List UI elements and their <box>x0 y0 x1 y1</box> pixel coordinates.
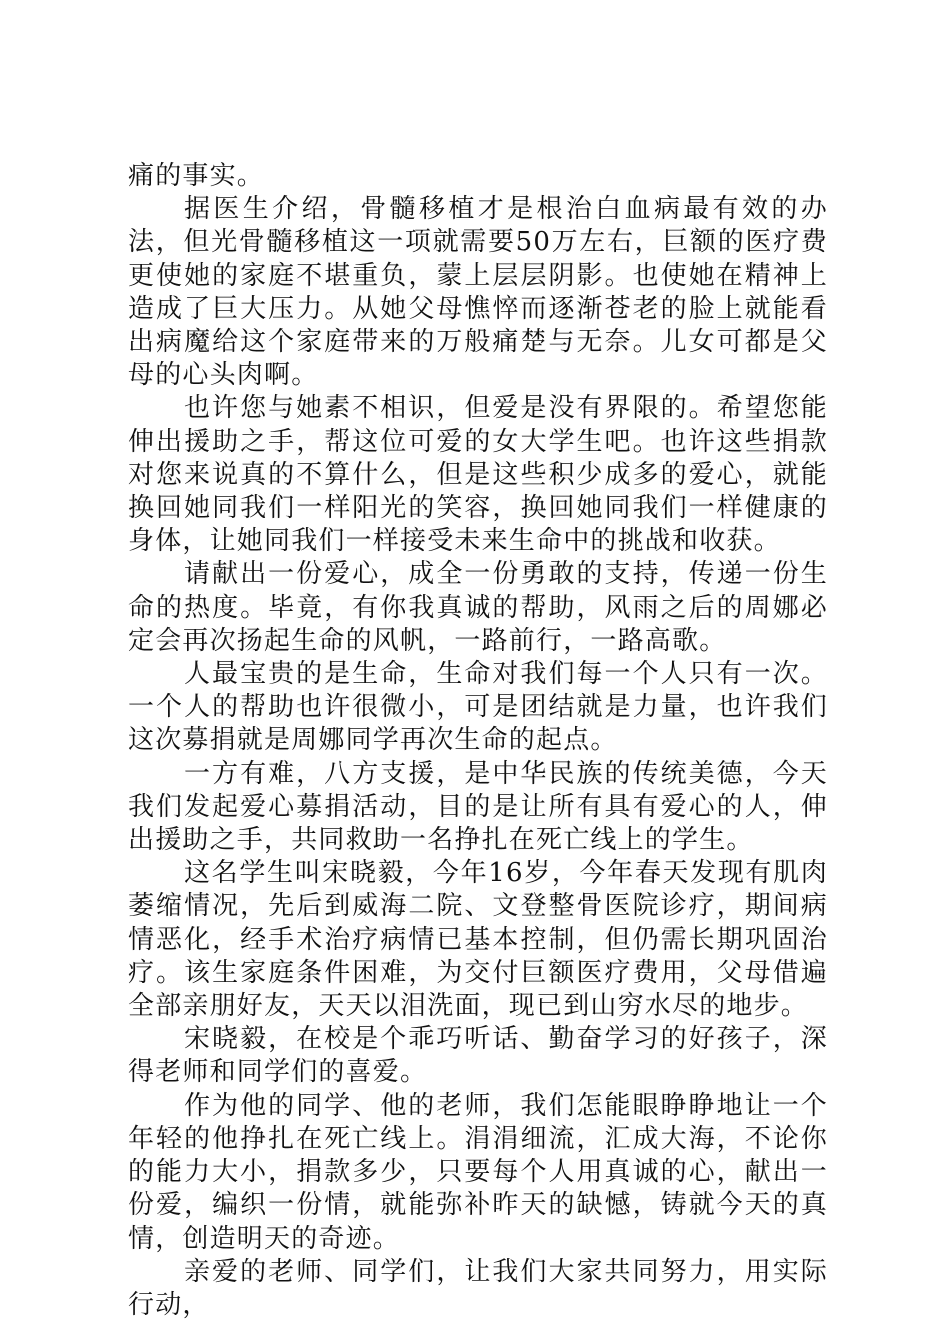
document-body <box>128 160 828 1322</box>
paragraph-7: 这名学生叫宋晓毅，今年16岁，今年春天发现有肌肉萎缩情况，先后到威海二院、文登整骨医院诊疗，期间病情恶化，经手术治疗病情已基本控制，但仍需长期巩固治疗。该生家庭条件困难，为交付巨额医疗费用，父母借遍全部亲朋好友，天天以泪洗面，现已到山穷水尽的地步。 <box>128 858 828 1022</box>
paragraph-6: 一方有难，八方支援，是中华民族的传统美德，今天我们发起爱心募捐活动，目的是让所有具有爱心的人，伸出援助之手，共同救助一名挣扎在死亡线上的学生。 <box>128 758 828 856</box>
paragraph-10: 亲爱的老师、同学们，让我们大家共同努力，用实际行动， <box>128 1256 828 1320</box>
paragraph-8: 宋晓毅，在校是个乖巧听话、勤奋学习的好孩子，深得老师和同学们的喜爱。 <box>128 1024 828 1088</box>
paragraph-1: 痛的事实。 <box>128 161 265 191</box>
paragraph-5: 人最宝贵的是生命，生命对我们每一个人只有一次。一个人的帮助也许很微小，可是团结就是力量，也许我们这次募捐就是周娜同学再次生命的起点。 <box>128 659 828 756</box>
paragraph-3: 也许您与她素不相识，但爱是没有界限的。希望您能伸出援助之手，帮这位可爱的女大学生吧。也许这些捐款对您来说真的不算什么，但是这些积少成多的爱心，就能换回她同我们一样阳光的笑容，换回她同我们一样健康的身体，让她同我们一样接受未来生命中的挑战和收获。 <box>128 393 828 557</box>
paragraph-9: 作为他的同学、他的老师，我们怎能眼睁睁地让一个年轻的他挣扎在死亡线上。涓涓细流，汇成大海，不论你的能力大小，捐款多少，只要每个人用真诚的心，献出一份爱，编织一份情，就能弥补昨天的缺憾，铸就今天的真情，创造明天的奇迹。 <box>128 1090 828 1254</box>
paragraph-2: 据医生介绍，骨髓移植才是根治白血病最有效的办法，但光骨髓移植这一项就需要50万左右，巨额的医疗费更使她的家庭不堪重负，蒙上层层阴影。也使她在精神上造成了巨大压力。从她父母憔悴而逐渐苍老的脸上就能看出病魔给这个家庭带来的万般痛楚与无奈。儿女可都是父母的心头肉啊。 <box>128 194 828 391</box>
paragraph-4: 请献出一份爱心，成全一份勇敢的支持，传递一份生命的热度。毕竟，有你我真诚的帮助，风雨之后的周娜必定会再次扬起生命的风帆，一路前行，一路高歌。 <box>128 559 828 656</box>
